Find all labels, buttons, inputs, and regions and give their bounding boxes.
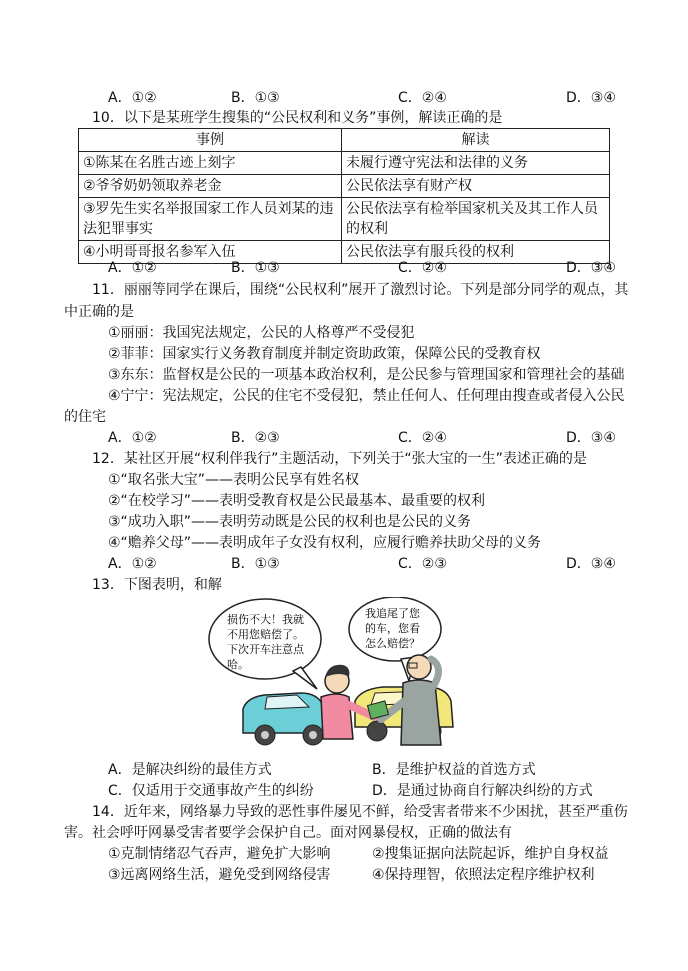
cartoon-illustration	[205, 597, 467, 749]
q12-option-a: A．①②	[108, 556, 157, 572]
bubble-left-line-1: 损伤不大！我就	[227, 613, 304, 626]
table-header-interpretation: 解读	[342, 129, 610, 152]
bubble-right-line-2: 的车，您看	[365, 622, 420, 635]
q12-options	[108, 554, 628, 574]
q11-option-a: A．①②	[108, 430, 157, 446]
q12-item-3: ③“成功入职”——表明劳动既是公民的权利也是公民的义务	[108, 514, 472, 530]
table-cell: 公民依法享有检举国家机关及其工作人员的权利	[342, 198, 610, 241]
q10-table	[78, 128, 610, 264]
q13-stem: 13．下图表明，和解	[92, 577, 222, 593]
q11-item-3: ③东东：监督权是公民的一项基本政治权利，是公民参与管理国家和管理社会的基础	[108, 367, 625, 383]
q12-item-4: ④“赡养父母”——表明成年子女没有权利，应履行赡养扶助父母的义务	[108, 535, 542, 551]
bubble-right-line-3: 怎么赔偿？	[365, 637, 420, 650]
q11-option-d: D．③④	[566, 430, 616, 446]
q10-option-c: C．②④	[398, 260, 447, 276]
q13-option-c: C．仅适用于交通事故产生的纠纷	[108, 783, 314, 799]
table-cell: ③罗先生实名举报国家工作人员刘某的违法犯罪事实	[79, 198, 342, 241]
table-cell: 公民依法享有财产权	[342, 175, 610, 198]
q12-item-2: ②“在校学习”——表明受教育权是公民最基本、最重要的权利	[108, 493, 486, 509]
cartoon-svg	[205, 597, 467, 749]
q9-option-d: D．③④	[566, 90, 616, 106]
q9-option-b: B．①③	[231, 90, 280, 106]
q10-option-a: A．①②	[108, 260, 157, 276]
q12-item-1: ①“取名张大宝”——表明公民享有姓名权	[108, 472, 360, 488]
table-row	[79, 198, 610, 241]
q11-option-c: C．②④	[398, 430, 447, 446]
table-cell: 公民依法享有服兵役的权利	[342, 241, 610, 264]
q13-option-d: D．是通过协商自行解决纠纷的方式	[372, 783, 593, 799]
q10-option-b: B．①③	[231, 260, 280, 276]
q11-item-1: ①丽丽：我国宪法规定，公民的人格尊严不受侵犯	[108, 325, 415, 341]
table-header-row	[79, 129, 610, 152]
bubble-left-line-4: 哈。	[227, 658, 249, 671]
q12-option-d: D．③④	[566, 556, 616, 572]
table-cell: ④小明哥哥报名参军入伍	[79, 241, 342, 264]
q12-option-c: C．②③	[398, 556, 447, 572]
q14-item-1: ①克制情绪忍气吞声，避免扩大影响	[108, 846, 331, 862]
q14-item-4: ④保持理智，依照法定程序维护权利	[372, 867, 595, 883]
q11-item-2: ②菲菲：国家实行义务教育制度并制定资助政策，保障公民的受教育权	[108, 346, 541, 362]
q9-options	[108, 88, 628, 108]
q9-option-c: C．②④	[398, 90, 447, 106]
car-left-icon	[243, 693, 331, 745]
q13-option-b: B．是维护权益的首选方式	[372, 762, 536, 778]
q14-stem-line1: 14．近年来，网络暴力导致的恶性事件屡见不鲜，给受害者带来不少困扰，甚至严重伤	[92, 804, 628, 820]
table-cell: 未履行遵守宪法和法律的义务	[342, 152, 610, 175]
q11-item-4: ④宁宁：宪法规定，公民的住宅不受侵犯，禁止任何人、任何理由搜查或者侵入公民	[108, 388, 625, 404]
table-row	[79, 175, 610, 198]
table-cell: ②爷爷奶奶领取养老金	[79, 175, 342, 198]
table-header-example: 事例	[79, 129, 342, 152]
q10-option-d: D．③④	[566, 260, 616, 276]
q9-option-a: A．①②	[108, 90, 157, 106]
q12-stem: 12．某社区开展“权利伴我行”主题活动，下列关于“张大宝的一生”表述正确的是	[92, 451, 587, 467]
bubble-right-line-1: 我追尾了您	[365, 607, 420, 620]
q11-stem-line1: 11．丽丽等同学在课后，围绕“公民权利”展开了激烈讨论。下列是部分同学的观点，其	[92, 282, 629, 298]
q11-stem-line2: 中正确的是	[64, 304, 134, 320]
bubble-left-line-3: 下次开车注意点	[227, 643, 304, 656]
q11-item-4-cont: 的住宅	[64, 409, 106, 425]
table-cell: ①陈某在名胜古迹上刻字	[79, 152, 342, 175]
table-row	[79, 152, 610, 175]
q12-option-b: B．①③	[231, 556, 280, 572]
q14-item-3: ③远离网络生活，避免受到网络侵害	[108, 867, 331, 883]
q13-option-a: A．是解决纠纷的最佳方式	[108, 762, 272, 778]
q11-options	[108, 428, 628, 448]
q14-item-2: ②搜集证据向法院起诉，维护自身权益	[372, 846, 609, 862]
q10-options	[108, 258, 628, 278]
bubble-tail-left	[293, 667, 317, 689]
q14-stem-line2: 害。社会呼吁网暴受害者要学会保护自己。面对网暴侵权，正确的做法有	[64, 825, 512, 841]
q11-option-b: B．②③	[231, 430, 280, 446]
bubble-left-line-2: 不用您赔偿了。	[227, 628, 304, 641]
q10-stem: 10．以下是某班学生搜集的“公民权利和义务”事例，解读正确的是	[92, 110, 503, 126]
